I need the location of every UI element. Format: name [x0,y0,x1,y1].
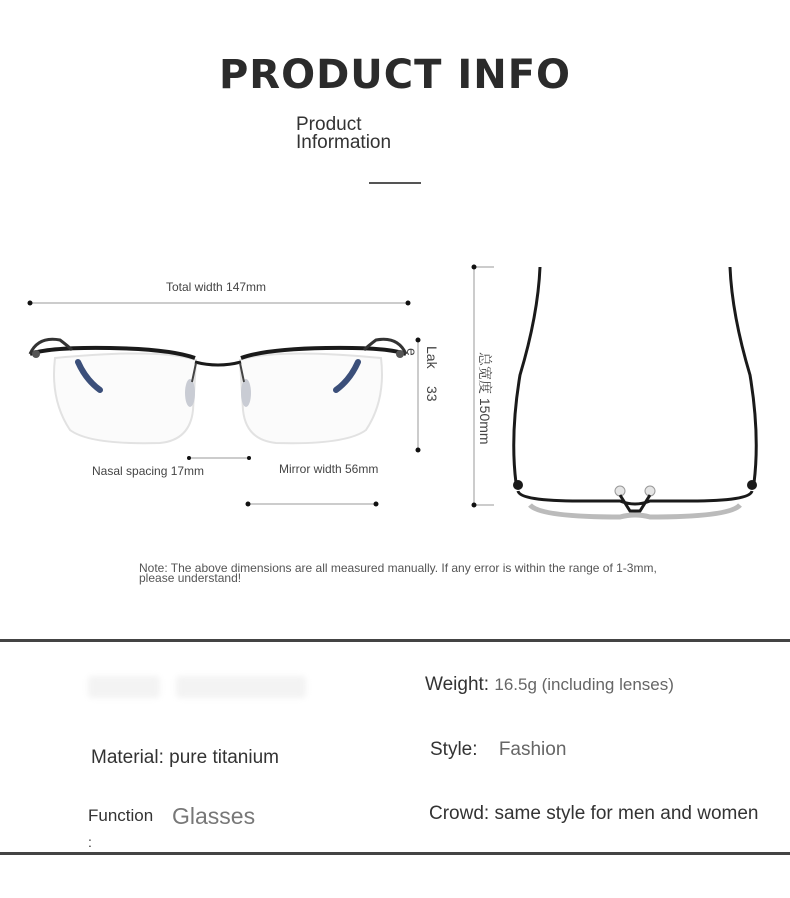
mirror-width-label: Mirror width 56mm [279,462,379,476]
material-value: pure titanium [169,747,279,768]
lens-height-label-b: e [404,348,420,356]
weight-value: 16.5g (including lenses) [494,675,674,694]
left-nose-pad [185,379,195,407]
bridge [195,362,241,365]
nasal-spacing-label: Nasal spacing 17mm [92,464,205,478]
page-subtitle [296,116,391,152]
style-value: Fashion [498,739,567,760]
page-title: PRODUCT INFO [218,52,572,98]
blurred-text-placeholder-1 [88,676,160,698]
left-temple [514,267,540,483]
total-width-label: Total width 147mm [166,280,267,294]
spec-weight [425,674,674,696]
temple-length-label: 总宽度 150mm [477,352,493,445]
blurred-text-placeholder-2 [176,676,306,698]
spec-style [430,739,566,761]
function-colon: : [88,834,92,850]
top-view-frame-front [518,491,752,504]
subtitle-line-1: Product [296,114,362,135]
function-label: Function [88,806,154,825]
left-lens [54,353,196,443]
weight-label: Weight: [425,674,490,695]
spec-top-divider [0,639,790,642]
right-nose-pad [241,379,251,407]
lens-height-label-a: Lak [424,346,440,369]
spec-crowd [429,803,758,825]
title-divider [369,182,421,184]
function-value: Glasses [172,803,256,829]
right-lens [240,353,382,443]
lens-height-value: 33 [424,386,440,402]
total-width-dimension-line [28,301,411,306]
right-temple [730,267,756,483]
crowd-label: Crowd: [429,803,490,824]
glasses-top-view-diagram [460,255,780,525]
material-label: Material: [91,747,164,768]
nasal-spacing-dimension-line [187,456,251,460]
subtitle-line-2: Information [296,132,392,153]
style-label: Style: [430,739,478,760]
spec-material [91,747,279,769]
mirror-width-dimension-line [246,502,379,507]
measurement-note: Note: The above dimensions are all measured manually. If any error is within the range of 1-3mm, please understand! [139,561,657,585]
spec-bottom-divider [0,852,790,855]
spec-function [88,806,153,826]
crowd-value: same style for men and women [494,803,759,824]
